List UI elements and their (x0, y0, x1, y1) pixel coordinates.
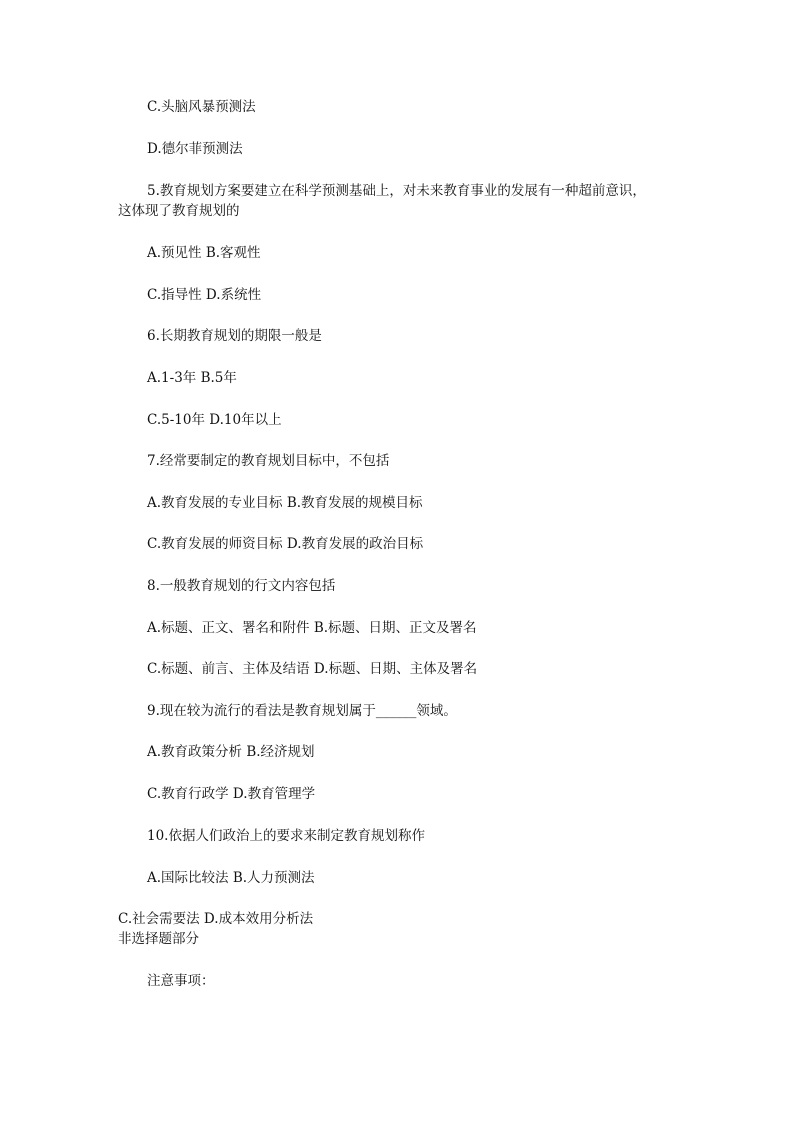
question-5-line-2: 这体现了教育规划的 (118, 203, 240, 219)
question-10-options-cd: C.社会需要法 D.成本效用分析法 (118, 911, 314, 927)
question-5-options-ab: A.预见性 B.客观性 (147, 245, 261, 261)
question-6-options-cd: C.5-10年 D.10年以上 (147, 412, 282, 428)
section-heading-non-choice: 非选择题部分 (118, 931, 199, 947)
notes-heading: 注意事项： (147, 973, 215, 989)
question-6-options-ab: A.1-3年 B.5年 (147, 370, 237, 386)
question-10-options-ab: A.国际比较法 B.人力预测法 (147, 870, 315, 886)
question-5-options-cd: C.指导性 D.系统性 (147, 287, 262, 303)
question-10: 10.依据人们政治上的要求来制定教育规划称作 (147, 828, 425, 844)
question-7-options-ab: A.教育发展的专业目标 B.教育发展的规模目标 (147, 495, 423, 511)
question-8-options-ab: A.标题、正文、署名和附件 B.标题、日期、正文及署名 (147, 620, 477, 636)
question-7: 7.经常要制定的教育规划目标中，不包括 (147, 453, 390, 469)
question-9-options-ab: A.教育政策分析 B.经济规划 (147, 744, 315, 760)
question-8: 8.一般教育规划的行文内容包括 (147, 578, 336, 594)
question-7-options-cd: C.教育发展的师资目标 D.教育发展的政治目标 (147, 536, 424, 552)
question-5-line-1: 5.教育规划方案要建立在科学预测基础上，对未来教育事业的发展有一种超前意识， (147, 183, 646, 199)
question-6: 6.长期教育规划的期限一般是 (147, 328, 322, 344)
option-line-d-delphi: D.德尔菲预测法 (147, 141, 243, 157)
question-8-options-cd: C.标题、前言、主体及结语 D.标题、日期、主体及署名 (147, 661, 478, 677)
question-9-options-cd: C.教育行政学 D.教育管理学 (147, 786, 316, 802)
option-line-c-brainstorm: C.头脑风暴预测法 (147, 99, 256, 115)
question-9: 9.现在较为流行的看法是教育规划属于______领域。 (147, 703, 457, 719)
